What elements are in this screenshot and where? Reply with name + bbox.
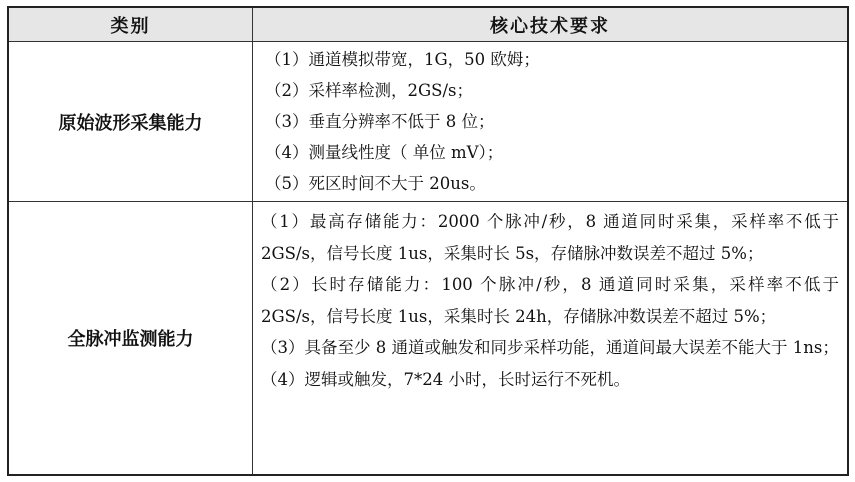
requirement-item: （5）死区时间不大于 20us。: [265, 174, 486, 193]
header-requirements: [253, 8, 847, 42]
row-category-waveform: [9, 42, 253, 202]
requirement-item: （2）长时存储能力：100 个脉冲/秒，8 通道同时采集，采样率不低于 2GS/s，信号长度 1us，采集时长 24h，存储脉冲数误差不超过 5%；: [261, 275, 839, 326]
row-category-pulse: [9, 202, 253, 474]
row-requirements-pulse: [253, 202, 847, 474]
category-label: 全脉冲监测能力: [67, 329, 194, 350]
requirement-item: （4）测量线性度（ 单位 mV）；: [265, 143, 504, 162]
requirement-item: （4）逻辑或触发，7*24 小时，长时运行不死机。: [261, 369, 630, 389]
category-label: 原始波形采集能力: [58, 112, 203, 134]
row-requirements-waveform: [253, 42, 847, 202]
header-requirements-label: 核心技术要求: [490, 15, 610, 37]
header-category: [9, 8, 253, 42]
requirement-item: （1）通道模拟带宽，1G，50 欧姆；: [265, 50, 540, 69]
requirement-item: （3）具备至少 8 通道或触发和同步采样功能，通道间最大误差不能大于 1ns；: [261, 338, 839, 357]
requirement-item: （2）采样率检测，2GS/s；: [265, 81, 474, 100]
header-category-label: 类别: [110, 15, 151, 37]
requirement-item: （3）垂直分辨率不低于 8 位；: [265, 112, 495, 131]
requirements-table: [7, 6, 849, 476]
requirement-item: （1）最高存储能力：2000 个脉冲/秒，8 通道同时采集，采样率不低于 2GS/s，信号长度 1us，采集时长 5s，存储脉冲数误差不超过 5%；: [261, 212, 839, 263]
